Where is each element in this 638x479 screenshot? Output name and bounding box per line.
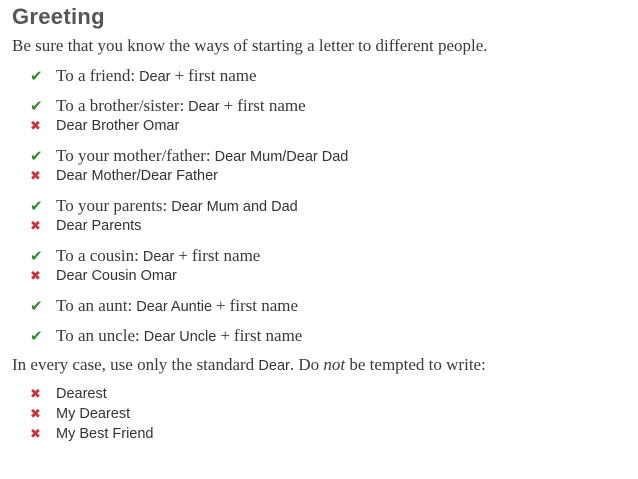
check-icon: ✔: [30, 197, 43, 215]
list-item-mother-father: [30, 146, 348, 166]
list-item-uncle: [30, 326, 302, 346]
row-greeting: Dear Mum and Dad: [171, 199, 298, 215]
sentence-mid: . Do: [289, 355, 320, 374]
forbidden-item: [30, 406, 130, 422]
cross-icon: ✖: [30, 387, 41, 402]
page-title: Greeting: [12, 4, 105, 29]
list-item-cousin: [30, 246, 260, 266]
cross-icon: ✖: [30, 407, 41, 422]
list-item-friend: [30, 66, 257, 86]
check-icon: ✔: [30, 67, 43, 85]
forbidden-greeting: My Best Friend: [56, 426, 154, 442]
forbidden-item: [30, 426, 154, 442]
check-icon: ✔: [30, 97, 43, 115]
forbidden-greeting: Dearest: [56, 386, 107, 402]
row-greeting: Dear Mum/Dear Dad: [214, 149, 349, 165]
forbidden-greeting: My Dearest: [56, 406, 131, 422]
emphasis-not: not: [323, 355, 346, 374]
cross-icon: ✖: [30, 219, 41, 234]
row-prefix: To an uncle:: [56, 326, 140, 345]
row-suffix: first name: [233, 326, 303, 345]
wrong-greeting: Dear Cousin Omar: [56, 268, 177, 284]
list-item-aunt: [30, 296, 298, 316]
row-greeting: Dear: [188, 99, 220, 115]
row-prefix: To an aunt:: [56, 296, 133, 315]
row-plus: +: [174, 66, 185, 85]
wrong-greeting: Dear Mother/Dear Father: [56, 168, 218, 184]
row-prefix: To a cousin:: [56, 246, 139, 265]
cross-icon: ✖: [30, 169, 41, 184]
check-icon: ✔: [30, 247, 43, 265]
row-greeting: Dear: [139, 69, 171, 85]
row-plus: +: [220, 326, 230, 345]
row-suffix: first name: [191, 246, 261, 265]
cross-icon: ✖: [30, 427, 41, 442]
row-greeting: Dear: [142, 249, 175, 265]
row-plus: +: [216, 296, 226, 315]
list-item-wrong: [30, 218, 141, 234]
row-prefix: To a brother/sister:: [56, 96, 185, 115]
standard-greeting: Dear: [258, 358, 290, 374]
list-item-brother-sister: [30, 96, 306, 116]
forbidden-item: [30, 386, 107, 402]
row-prefix: To a friend:: [56, 66, 136, 85]
wrong-greeting: Dear Parents: [56, 218, 142, 234]
list-item-wrong: [30, 168, 218, 184]
check-icon: ✔: [30, 147, 43, 165]
check-icon: ✔: [30, 297, 43, 315]
wrong-greeting: Dear Brother Omar: [56, 118, 180, 134]
row-prefix: To your parents:: [56, 196, 168, 215]
sentence-start: In every case, use only the standard: [12, 355, 255, 374]
row-suffix: first name: [229, 296, 299, 315]
sentence-end: be tempted to write:: [349, 355, 486, 374]
cross-icon: ✖: [30, 119, 41, 134]
row-suffix: first name: [188, 66, 257, 85]
row-prefix: To your mother/father:: [56, 146, 211, 165]
intro-text: Be sure that you know the ways of starting a letter to different people.: [12, 36, 488, 55]
list-item-parents: [30, 196, 298, 216]
list-item-wrong: [30, 268, 177, 284]
row-greeting: Dear Uncle: [143, 329, 217, 345]
cross-icon: ✖: [30, 269, 41, 284]
row-plus: +: [223, 96, 234, 115]
instruction-sentence: [12, 355, 486, 375]
row-plus: +: [178, 246, 188, 265]
row-suffix: first name: [237, 96, 306, 115]
check-icon: ✔: [30, 327, 43, 345]
list-item-wrong: [30, 118, 179, 134]
row-greeting: Dear Auntie: [136, 299, 213, 315]
